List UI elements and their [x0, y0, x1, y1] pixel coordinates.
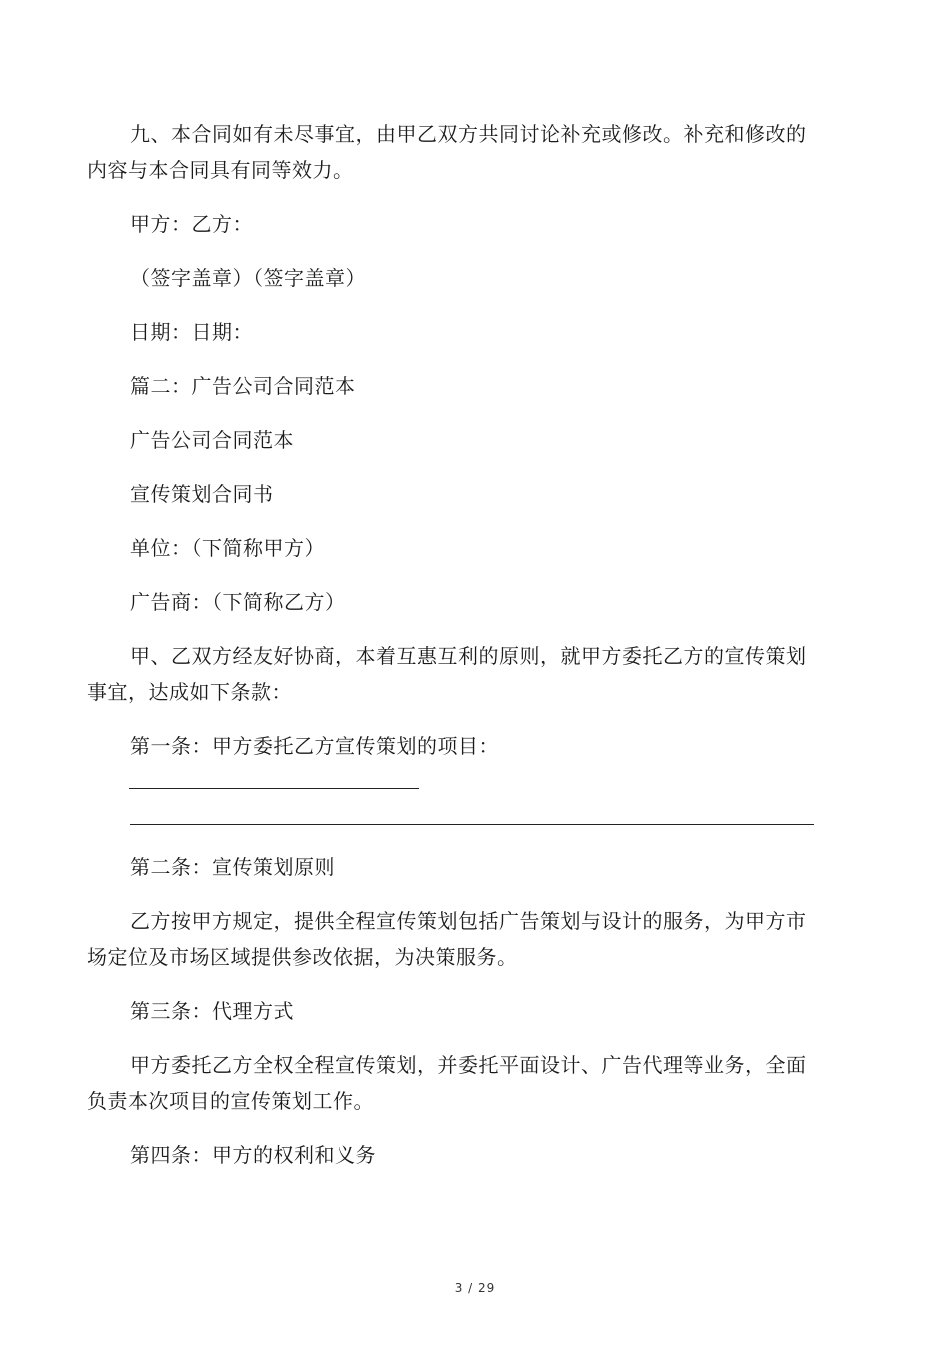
unit-label: 单位：（下简称甲方） — [130, 536, 325, 560]
article-one-text: 第一条：甲方委托乙方宣传策划的项目： — [130, 734, 499, 758]
project-blank-line — [129, 766, 419, 789]
article-three-body: 甲方委托乙方全权全程宣传策划，并委托平面设计、广告代理等业务，全面负责本次项目的宣传策划工作。 — [87, 1053, 807, 1113]
contract-subtitle: 宣传策划合同书 — [130, 482, 274, 506]
advertiser-label: 广告商：（下简称乙方） — [130, 590, 346, 614]
page-number: 3 / 29 — [454, 1281, 496, 1295]
date-labels: 日期：日期： — [130, 320, 253, 344]
article-four: 第四条：甲方的权利和义务 — [130, 1143, 376, 1167]
article-three: 第三条：代理方式 — [130, 999, 294, 1023]
article-one — [87, 728, 807, 800]
section-heading: 篇二：广告公司合同范本 — [130, 374, 356, 398]
clause-nine: 九、本合同如有未尽事宜，由甲乙双方共同讨论补充或修改。补充和修改的内容与本合同具有同等效力。 — [87, 122, 807, 182]
party-labels: 甲方：乙方： — [130, 212, 253, 236]
contract-title: 广告公司合同范本 — [130, 428, 294, 452]
signature-labels: （签字盖章）（签字盖章） — [130, 266, 366, 290]
article-two-body: 乙方按甲方规定，提供全程宣传策划包括广告策划与设计的服务，为甲方市场定位及市场区域提供参改依据，为决策服务。 — [87, 909, 807, 969]
document-body — [87, 116, 807, 1173]
preamble: 甲、乙双方经友好协商，本着互惠互利的原则，就甲方委托乙方的宣传策划事宜，达成如下条款： — [87, 644, 807, 704]
article-two: 第二条：宣传策划原则 — [130, 855, 335, 879]
